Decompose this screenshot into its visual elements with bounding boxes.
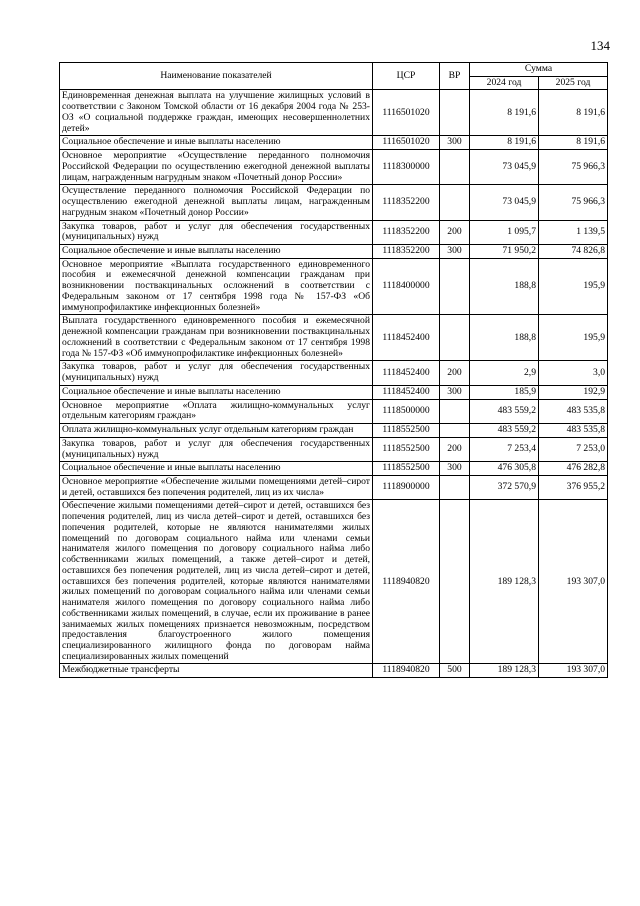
row-sum-2025: 483 535,8: [539, 424, 608, 438]
row-sum-2024: 2,9: [470, 361, 539, 385]
table-row: [60, 385, 608, 399]
table-row: [60, 424, 608, 438]
row-csr: 1118900000: [373, 475, 440, 499]
row-vr: [440, 315, 470, 361]
header-vr: ВР: [440, 63, 470, 90]
budget-table: [59, 62, 608, 678]
table-row: [60, 462, 608, 476]
row-sum-2024: 1 095,7: [470, 220, 539, 244]
row-name: Закупка товаров, работ и услуг для обеспечения государственных (муниципальных) нужд: [60, 437, 373, 461]
row-name: Социальное обеспечение и иные выплаты населению: [60, 245, 373, 259]
table-row: [60, 90, 608, 136]
row-sum-2025: 483 535,8: [539, 399, 608, 423]
row-sum-2025: 193 307,0: [539, 500, 608, 664]
header-csr: ЦСР: [373, 63, 440, 90]
row-sum-2024: 73 045,9: [470, 185, 539, 220]
row-csr: 1118352200: [373, 185, 440, 220]
row-vr: [440, 90, 470, 136]
row-sum-2024: 189 128,3: [470, 500, 539, 664]
row-csr: 1118452400: [373, 361, 440, 385]
row-sum-2025: 3,0: [539, 361, 608, 385]
row-sum-2024: 188,8: [470, 258, 539, 315]
row-name: Социальное обеспечение и иные выплаты населению: [60, 462, 373, 476]
row-name: Основное мероприятие «Выплата государственного единовременного пособия и ежемесячной денежной компенсации гражданам при возникновении поствакцинальных осложнений в соответствии с Федеральным законом от 17 сентября 1998 года № 157-ФЗ «Об иммунопрофилактике инфекционных болезней»: [60, 258, 373, 315]
header-name: Наименование показателей: [60, 63, 373, 90]
table-row: [60, 245, 608, 259]
table-row: [60, 220, 608, 244]
row-sum-2025: 74 826,8: [539, 245, 608, 259]
row-vr: 300: [440, 136, 470, 150]
table-row: [60, 500, 608, 664]
row-sum-2024: 188,8: [470, 315, 539, 361]
row-vr: [440, 399, 470, 423]
table-row: [60, 258, 608, 315]
row-vr: [440, 150, 470, 185]
row-csr: 1118552500: [373, 462, 440, 476]
row-name: Осуществление переданного полномочия Российской Федерации по осуществлению ежегодной денежной выплаты лицам, награжденным нагрудным знаком «Почетный донор России»: [60, 185, 373, 220]
table-row: [60, 664, 608, 678]
row-sum-2024: 8 191,6: [470, 90, 539, 136]
table-row: [60, 185, 608, 220]
row-vr: 500: [440, 664, 470, 678]
row-vr: 300: [440, 385, 470, 399]
row-csr: 1118452400: [373, 315, 440, 361]
row-csr: 1118500000: [373, 399, 440, 423]
row-csr: 1116501020: [373, 90, 440, 136]
table-row: [60, 437, 608, 461]
row-name: Межбюджетные трансферты: [60, 664, 373, 678]
page-number: 134: [590, 38, 610, 53]
table-body: [60, 90, 608, 678]
row-name: Основное мероприятие «Осуществление переданного полномочия Российской Федерации по осуществлению ежегодной денежной выплаты лицам, награжденным нагрудным знаком «Почетный донор России»: [60, 150, 373, 185]
row-name: Обеспечение жилыми помещениями детей–сирот и детей, оставшихся без попечения родителей, лиц из числа детей–сирот и детей, оставшихся без попечения родителей, которые не являются нанимателями жилых помещений по договорам социального найма или членами семьи нанимателя жилого помещения по договору социального найма либо собственниками жилых помещений, а также детей–сирот и детей, оставшихся без попечения родителей, лиц из числа детей–сирот и детей, оставшихся без попечения родителей, которые являются нанимателями жилых помещений по договорам социального найма или членами семьи нанимателя жилого помещения по договору социального найма либо собственниками жилых помещений, в случае, если их проживание в ранее занимаемых жилых помещениях признается невозможным, посредством предоставления благоустроенного жилого помещения специализированного жилищного фонда по договорам найма специализированных жилых помещений: [60, 500, 373, 664]
row-vr: 200: [440, 437, 470, 461]
row-sum-2024: 185,9: [470, 385, 539, 399]
row-name: Социальное обеспечение и иные выплаты населению: [60, 385, 373, 399]
table-row: [60, 475, 608, 499]
row-sum-2025: 193 307,0: [539, 664, 608, 678]
header-year-2025: 2025 год: [539, 76, 608, 90]
table-row: [60, 150, 608, 185]
row-sum-2025: 8 191,6: [539, 90, 608, 136]
row-vr: 300: [440, 245, 470, 259]
row-sum-2025: 75 966,3: [539, 185, 608, 220]
row-name: Основное мероприятие «Оплата жилищно-коммунальных услуг отдельным категориям граждан»: [60, 399, 373, 423]
row-vr: [440, 258, 470, 315]
row-sum-2024: 7 253,4: [470, 437, 539, 461]
row-sum-2025: 476 282,8: [539, 462, 608, 476]
table-row: [60, 315, 608, 361]
row-sum-2025: 75 966,3: [539, 150, 608, 185]
row-sum-2025: 195,9: [539, 315, 608, 361]
row-csr: 1118352200: [373, 220, 440, 244]
row-csr: 1118552500: [373, 424, 440, 438]
header-sum: Сумма: [470, 63, 608, 77]
row-sum-2025: 1 139,5: [539, 220, 608, 244]
row-sum-2025: 8 191,6: [539, 136, 608, 150]
row-sum-2024: 8 191,6: [470, 136, 539, 150]
row-name: Оплата жилищно-коммунальных услуг отдельным категориям граждан: [60, 424, 373, 438]
row-vr: [440, 424, 470, 438]
row-sum-2024: 189 128,3: [470, 664, 539, 678]
row-sum-2025: 192,9: [539, 385, 608, 399]
row-sum-2024: 73 045,9: [470, 150, 539, 185]
row-sum-2025: 376 955,2: [539, 475, 608, 499]
row-vr: [440, 185, 470, 220]
row-name: Социальное обеспечение и иные выплаты населению: [60, 136, 373, 150]
row-sum-2024: 71 950,2: [470, 245, 539, 259]
header-year-2024: 2024 год: [470, 76, 539, 90]
row-sum-2024: 476 305,8: [470, 462, 539, 476]
row-csr: 1118400000: [373, 258, 440, 315]
row-csr: 1118352200: [373, 245, 440, 259]
row-csr: 1118940820: [373, 664, 440, 678]
row-sum-2024: 372 570,9: [470, 475, 539, 499]
row-csr: 1116501020: [373, 136, 440, 150]
row-sum-2025: 7 253,0: [539, 437, 608, 461]
row-csr: 1118300000: [373, 150, 440, 185]
row-sum-2024: 483 559,2: [470, 424, 539, 438]
row-name: Закупка товаров, работ и услуг для обеспечения государственных (муниципальных) нужд: [60, 220, 373, 244]
row-sum-2024: 483 559,2: [470, 399, 539, 423]
row-vr: 300: [440, 462, 470, 476]
row-vr: [440, 500, 470, 664]
row-vr: 200: [440, 220, 470, 244]
row-csr: 1118552500: [373, 437, 440, 461]
row-name: Основное мероприятие «Обеспечение жилыми помещениями детей–сирот и детей, оставшихся без попечения родителей, лиц из их числа»: [60, 475, 373, 499]
row-sum-2025: 195,9: [539, 258, 608, 315]
row-name: Закупка товаров, работ и услуг для обеспечения государственных (муниципальных) нужд: [60, 361, 373, 385]
table-row: [60, 399, 608, 423]
table-row: [60, 136, 608, 150]
row-name: Единовременная денежная выплата на улучшение жилищных условий в соответствии с Законом Томской области от 16 декабря 2004 года № 253-ОЗ «О социальной поддержке граждан, имеющих несовершеннолетних детей»: [60, 90, 373, 136]
table-row: [60, 361, 608, 385]
row-vr: [440, 475, 470, 499]
row-vr: 200: [440, 361, 470, 385]
row-csr: 1118940820: [373, 500, 440, 664]
row-csr: 1118452400: [373, 385, 440, 399]
row-name: Выплата государственного единовременного пособия и ежемесячной денежной компенсации гражданам при возникновении поствакцинальных осложнений в соответствии с Федеральным законом от 17 сентября 1998 года № 157-ФЗ «Об иммунопрофилактике инфекционных болезней»: [60, 315, 373, 361]
